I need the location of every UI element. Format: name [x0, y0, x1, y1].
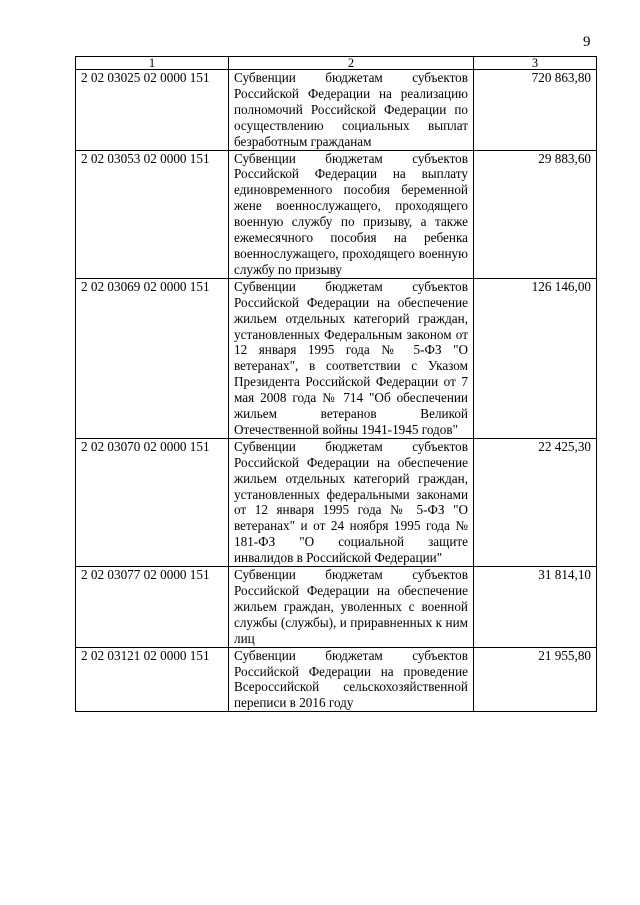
income-name: Субвенции бюджетам субъектов Российской Федерации на выплату единовременного пособия беременной жене военнослужащего, проходящего военную службу по призыву, а также ежемесячного пособия на ребенка военнослужащего, проходящего военную службу по призыву [229, 150, 474, 278]
amount: 21 955,80 [474, 647, 597, 712]
budget-code: 2 02 03053 02 0000 151 [76, 150, 229, 278]
income-name: Субвенции бюджетам субъектов Российской Федерации на проведение Всероссийской сельскохозяйственной переписи в 2016 году [229, 647, 474, 712]
table-row [76, 567, 597, 648]
budget-code: 2 02 03077 02 0000 151 [76, 567, 229, 648]
amount: 126 146,00 [474, 278, 597, 438]
income-name: Субвенции бюджетам субъектов Российской Федерации на обеспечение жильем граждан, уволенных с военной службы (службы), и приравненных к ним лиц [229, 567, 474, 648]
amount: 720 863,80 [474, 70, 597, 151]
income-name: Субвенции бюджетам субъектов Российской Федерации на обеспечение жильем отдельных категорий граждан, установленных федеральными законами от 12 января 1995 года № 5-ФЗ "О ветеранах" и от 24 ноября 1995 года № 181-ФЗ "О социальной защите инвалидов в Российской Федерации" [229, 438, 474, 566]
amount: 22 425,30 [474, 438, 597, 566]
column-header-name: 2 [229, 57, 474, 70]
amount: 29 883,60 [474, 150, 597, 278]
income-name: Субвенции бюджетам субъектов Российской Федерации на реализацию полномочий Российской Федерации по осуществлению социальных выплат безработным гражданам [229, 70, 474, 151]
budget-code: 2 02 03069 02 0000 151 [76, 278, 229, 438]
budget-table [75, 56, 597, 712]
column-header-code: 1 [76, 57, 229, 70]
table-header-row [76, 57, 597, 70]
amount: 31 814,10 [474, 567, 597, 648]
table-row [76, 438, 597, 566]
budget-code: 2 02 03070 02 0000 151 [76, 438, 229, 566]
table-row [76, 150, 597, 278]
table-row [76, 647, 597, 712]
table-row [76, 278, 597, 438]
budget-code: 2 02 03121 02 0000 151 [76, 647, 229, 712]
budget-code: 2 02 03025 02 0000 151 [76, 70, 229, 151]
page-number: 9 [583, 34, 591, 50]
income-name: Субвенции бюджетам субъектов Российской Федерации на обеспечение жильем отдельных категорий граждан, установленных Федеральным законом от 12 января 1995 года № 5-ФЗ "О ветеранах", в соответствии с Указом Президента Российской Федерации от 7 мая 2008 года № 714 "Об обеспечении жильем ветеранов Великой Отечественной войны 1941-1945 годов" [229, 278, 474, 438]
column-header-amount: 3 [474, 57, 597, 70]
table-row [76, 70, 597, 151]
